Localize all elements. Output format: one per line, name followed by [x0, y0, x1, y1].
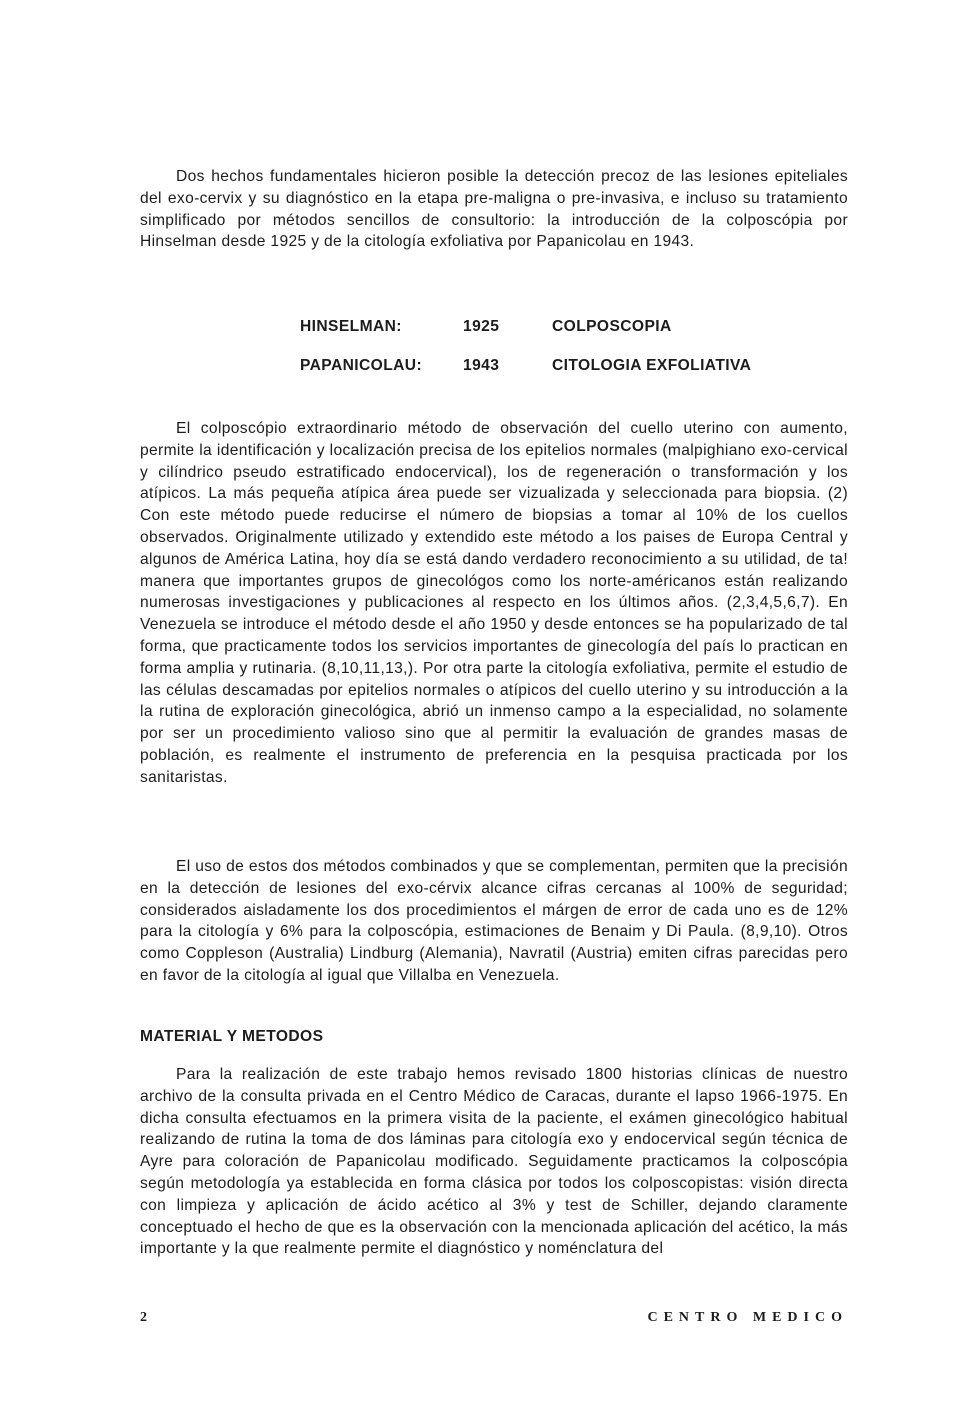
table-cell-method: CITOLOGIA EXFOLIATIVA [552, 357, 752, 374]
table-cell-method: COLPOSCOPIA [552, 318, 672, 335]
intro-paragraph: Dos hechos fundamentales hicieron posible la detección precoz de las lesiones epiteliales del exo-cervix y su diagnóstico en la etapa pre-maligna o pre-invasiva, e incluso su tratamiento simplificado por métodos sencillos de consultorio: la introducción de la colposcópia por Hinselman desde 1925 y de la citología exfoliativa por Papanicolau en 1943. [140, 168, 848, 251]
table-cell-year: 1943 [463, 357, 500, 374]
table-cell-name: PAPANICOLAU: [300, 357, 423, 374]
table-cell-year: 1925 [463, 318, 500, 335]
page-footer [140, 1310, 848, 1332]
material-paragraph: Para la realización de este trabajo hemos revisado 1800 historias clínicas de nuestro archivo de la consulta privada en el Centro Médico de Caracas, durante el lapso 1966-1975. En dicha consulta efectuamos en la primera visita de la paciente, el exámen ginecológico habitual realizando de rutina la toma de dos láminas para citología exo y endocervical según técnica de Ayre para coloración de Papanicolau modificado. Seguidamente practicamos la colposcópia según metodología ya establecida en forma clásica por todos los colposcopistas: visión directa con limpieza y aplicación de ácido acético al 3% y test de Schiller, dejando claramente conceptuado el hecho de que es la observación con la mencionada aplicación del acético, la más importante y la que realmente permite el diagnóstico y noménclatura del [140, 1066, 848, 1258]
table-row [300, 318, 860, 340]
material-paragraph-block [140, 1064, 848, 1260]
colposcopio-paragraph-block [140, 418, 848, 789]
intro-paragraph-block [140, 166, 848, 253]
table-cell-name: HINSELMAN: [300, 318, 402, 335]
journal-name: CENTRO MEDICO [647, 1310, 848, 1325]
table-row [300, 357, 860, 379]
section-heading: MATERIAL Y METODOS [140, 1028, 324, 1045]
page-number: 2 [140, 1310, 147, 1325]
combinados-paragraph: El uso de estos dos métodos combinados y que se complementan, permiten que la precisión en la detección de lesiones del exo-cérvix alcance cifras cercanas al 100% de seguridad; considerados aisladamente los dos procedimientos el márgen de error de cada uno es de 12% para la citología y 6% para la colposcópia, estimaciones de Benaim y Di Paula. (8,9,10). Otros como Coppleson (Australia) Lindburg (Alemania), Navratil (Austria) emiten cifras parecidas pero en favor de la citología al igual que Villalba en Venezuela. [140, 858, 848, 984]
combinados-paragraph-block [140, 856, 848, 987]
colposcopio-paragraph: El colposcópio extraordinario método de observación del cuello uterino con aumento, permite la identificación y localización precisa de los epitelios normales (malpighiano exo-cervical y cilíndrico pseudo estratificado endocervical), los de regeneración o transformación y los atípicos. La más pequeña atípica área puede ser vizualizada y seleccionada para biopsia. (2) Con este método puede reducirse el número de biopsias a tomar al 10% de los cuellos observados. Originalmente utilizado y extendido este método a los paises de Europa Central y algunos de América Latina, hoy día se está dando verdadero reconocimiento a su utilidad, de ta! manera que importantes grupos de ginecológos como los norte-américanos están realizando numerosas investigaciones y publicaciones al respecto en los últimos años. (2,3,4,5,6,7). En Venezuela se introduce el método desde el año 1950 y desde entonces se ha popularizado de tal forma, que practicamente todos los servicios importantes de ginecología del país lo practican en forma amplia y rutinaria. (8,10,11,13,). Por otra parte la citología exfoliativa, permite el estudio de las células descamadas por epitelios normales o atípicos del cuello uterino y su introducción a la la rutina de exploración ginecológica, abrió un inmenso campo a la especialidad, no solamente por ser un procedimiento valioso sino que al permitir la evaluación de grandes masas de población, es realmente el instrumento de preferencia en la pesquisa practicada por los sanitaristas. [140, 420, 848, 786]
